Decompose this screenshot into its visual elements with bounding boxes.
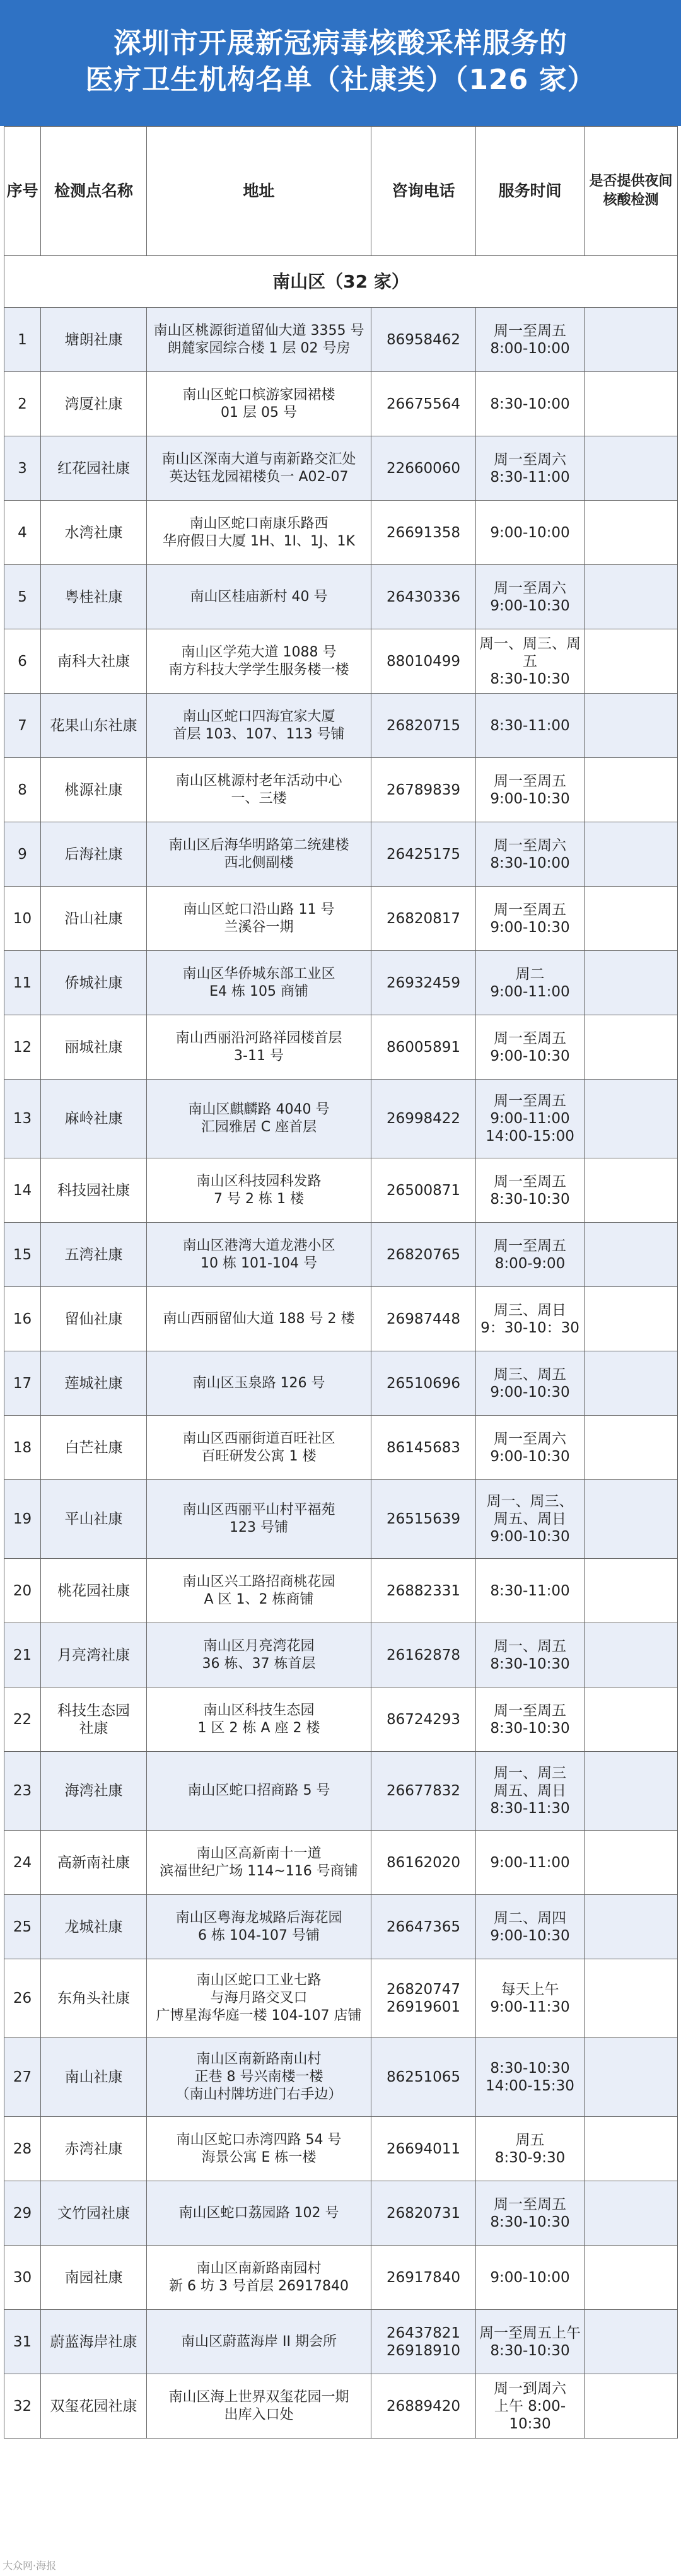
address-cell: 南山西丽沿河路祥园楼首层 3-11 号	[147, 1015, 371, 1080]
night-test-cell	[585, 951, 678, 1015]
row-number-cell: 16	[4, 1287, 41, 1351]
phone-cell: 26889420	[371, 2374, 476, 2439]
phone-cell: 86724293	[371, 1687, 476, 1752]
phone-cell: 26882331	[371, 1559, 476, 1623]
table-row	[4, 629, 678, 694]
row-number-cell: 23	[4, 1752, 41, 1831]
night-test-cell	[585, 694, 678, 758]
table-row	[4, 308, 678, 372]
table-row	[4, 1287, 678, 1351]
phone-cell: 26675564	[371, 372, 476, 436]
address-cell: 南山区蛇口赤湾四路 54 号 海景公寓 E 栋一楼	[147, 2117, 371, 2181]
table-row	[4, 372, 678, 436]
phone-cell: 26647365	[371, 1895, 476, 1959]
phone-cell: 86251065	[371, 2038, 476, 2117]
table-row	[4, 1223, 678, 1287]
night-test-cell	[585, 2246, 678, 2310]
address-cell: 南山区玉泉路 126 号	[147, 1351, 371, 1416]
site-name-cell: 麻岭社康	[41, 1080, 147, 1158]
row-number-cell: 26	[4, 1959, 41, 2038]
phone-cell: 26691358	[371, 501, 476, 565]
phone-cell: 26932459	[371, 951, 476, 1015]
service-time-cell: 周一至周五 9:00-10:30	[476, 1015, 585, 1080]
header-name: 检测点名称	[41, 127, 147, 256]
site-name-cell: 桃花园社康	[41, 1559, 147, 1623]
night-test-cell	[585, 758, 678, 822]
service-time-cell: 周一到周六 上午 8:00-10:30	[476, 2374, 585, 2439]
table-row	[4, 951, 678, 1015]
service-time-cell: 8:30-10:30 14:00-15:30	[476, 2038, 585, 2117]
site-name-cell: 水湾社康	[41, 501, 147, 565]
service-time-cell: 周一至周六 9:00-10:30	[476, 565, 585, 629]
night-test-cell	[585, 2374, 678, 2439]
service-time-cell: 周一、周三 周五、周日 8:30-11:30	[476, 1752, 585, 1831]
site-name-cell: 丽城社康	[41, 1015, 147, 1080]
table-row	[4, 1015, 678, 1080]
address-cell: 南山区华侨城东部工业区 E4 栋 105 商铺	[147, 951, 371, 1015]
row-number-cell: 7	[4, 694, 41, 758]
table-row	[4, 2310, 678, 2374]
service-time-cell: 周一至周五 9:00-11:00 14:00-15:00	[476, 1080, 585, 1158]
service-time-cell: 9:00-11:00	[476, 1831, 585, 1895]
phone-cell: 26510696	[371, 1351, 476, 1416]
site-name-cell: 花果山东社康	[41, 694, 147, 758]
row-number-cell: 17	[4, 1351, 41, 1416]
address-cell: 南山区南新路南山村 正巷 8 号兴南楼一楼 （南山村牌坊进门右手边）	[147, 2038, 371, 2117]
service-time-cell: 8:30-11:00	[476, 694, 585, 758]
service-time-cell: 周二、周四 9:00-10:30	[476, 1895, 585, 1959]
site-name-cell: 沿山社康	[41, 887, 147, 951]
site-name-cell: 平山社康	[41, 1480, 147, 1559]
table-body	[4, 256, 678, 2439]
row-number-cell: 28	[4, 2117, 41, 2181]
phone-cell: 26515639	[371, 1480, 476, 1559]
header-phone: 咨询电话	[371, 127, 476, 256]
service-time-cell: 周二 9:00-11:00	[476, 951, 585, 1015]
night-test-cell	[585, 2117, 678, 2181]
header-row	[4, 127, 678, 256]
address-cell: 南山区桃源街道留仙大道 3355 号 朗麓家园综合楼 1 层 02 号房	[147, 308, 371, 372]
row-number-cell: 1	[4, 308, 41, 372]
site-name-cell: 文竹园社康	[41, 2181, 147, 2246]
address-cell: 南山区蛇口招商路 5 号	[147, 1752, 371, 1831]
service-time-cell: 周一至周五 8:30-10:30	[476, 1687, 585, 1752]
night-test-cell	[585, 1351, 678, 1416]
table-row	[4, 1623, 678, 1687]
row-number-cell: 21	[4, 1623, 41, 1687]
service-time-cell: 周一、周五 8:30-10:30	[476, 1623, 585, 1687]
table-row	[4, 758, 678, 822]
phone-cell: 26820765	[371, 1223, 476, 1287]
phone-cell: 26162878	[371, 1623, 476, 1687]
table-row	[4, 1351, 678, 1416]
night-test-cell	[585, 1158, 678, 1223]
service-time-cell: 周一至周五 9:00-10:30	[476, 887, 585, 951]
site-name-cell: 红花园社康	[41, 436, 147, 501]
row-number-cell: 4	[4, 501, 41, 565]
phone-cell: 26917840	[371, 2246, 476, 2310]
site-name-cell: 留仙社康	[41, 1287, 147, 1351]
table-row	[4, 694, 678, 758]
night-test-cell	[585, 372, 678, 436]
service-time-cell: 周一至周五上午 8:30-10:30	[476, 2310, 585, 2374]
row-number-cell: 6	[4, 629, 41, 694]
row-number-cell: 10	[4, 887, 41, 951]
address-cell: 南山区深南大道与南新路交汇处 英达钰龙园裙楼负一 A02-07	[147, 436, 371, 501]
service-time-cell: 周一至周六 9:00-10:30	[476, 1416, 585, 1480]
row-number-cell: 3	[4, 436, 41, 501]
district-label: 南山区（32 家）	[4, 256, 678, 308]
table-row	[4, 887, 678, 951]
row-number-cell: 12	[4, 1015, 41, 1080]
row-number-cell: 22	[4, 1687, 41, 1752]
night-test-cell	[585, 308, 678, 372]
site-name-cell: 后海社康	[41, 822, 147, 887]
site-name-cell: 桃源社康	[41, 758, 147, 822]
address-cell: 南山西丽留仙大道 188 号 2 楼	[147, 1287, 371, 1351]
table-row	[4, 436, 678, 501]
address-cell: 南山区蛇口槟游家园裙楼 01 层 05 号	[147, 372, 371, 436]
night-test-cell	[585, 501, 678, 565]
address-cell: 南山区蛇口荔园路 102 号	[147, 2181, 371, 2246]
phone-cell: 22660060	[371, 436, 476, 501]
row-number-cell: 8	[4, 758, 41, 822]
site-name-cell: 东角头社康	[41, 1959, 147, 2038]
site-name-cell: 粤桂社康	[41, 565, 147, 629]
row-number-cell: 14	[4, 1158, 41, 1223]
site-name-cell: 科技生态园 社康	[41, 1687, 147, 1752]
service-time-cell: 9:00-10:00	[476, 501, 585, 565]
row-number-cell: 30	[4, 2246, 41, 2310]
header-no: 序号	[4, 127, 41, 256]
row-number-cell: 20	[4, 1559, 41, 1623]
table-row	[4, 565, 678, 629]
site-name-cell: 科技园社康	[41, 1158, 147, 1223]
row-number-cell: 27	[4, 2038, 41, 2117]
table-row	[4, 2374, 678, 2439]
site-name-cell: 高新南社康	[41, 1831, 147, 1895]
phone-cell: 86145683	[371, 1416, 476, 1480]
row-number-cell: 2	[4, 372, 41, 436]
night-test-cell	[585, 1223, 678, 1287]
site-name-cell: 南山社康	[41, 2038, 147, 2117]
service-time-cell: 周三、周五 9:00-10:30	[476, 1351, 585, 1416]
phone-cell: 26998422	[371, 1080, 476, 1158]
site-name-cell: 蔚蓝海岸社康	[41, 2310, 147, 2374]
site-name-cell: 塘朗社康	[41, 308, 147, 372]
night-test-cell	[585, 887, 678, 951]
address-cell: 南山区港湾大道龙港小区 10 栋 101-104 号	[147, 1223, 371, 1287]
table-row	[4, 1959, 678, 2038]
phone-cell: 86005891	[371, 1015, 476, 1080]
site-name-cell: 南园社康	[41, 2246, 147, 2310]
service-time-cell: 周一至周五 8:00-9:00	[476, 1223, 585, 1287]
service-time-cell: 周一至周五 8:30-10:30	[476, 2181, 585, 2246]
table-row	[4, 1080, 678, 1158]
district-row	[4, 256, 678, 308]
table-row	[4, 1831, 678, 1895]
phone-cell: 88010499	[371, 629, 476, 694]
table-row	[4, 822, 678, 887]
phone-cell: 86162020	[371, 1831, 476, 1895]
row-number-cell: 25	[4, 1895, 41, 1959]
night-test-cell	[585, 822, 678, 887]
service-time-cell: 周一至周六 8:30-11:00	[476, 436, 585, 501]
phone-cell: 26820715	[371, 694, 476, 758]
table-row	[4, 1158, 678, 1223]
header-address: 地址	[147, 127, 371, 256]
phone-cell: 26789839	[371, 758, 476, 822]
phone-cell: 26820747 26919601	[371, 1959, 476, 2038]
night-test-cell	[585, 1752, 678, 1831]
site-name-cell: 赤湾社康	[41, 2117, 147, 2181]
address-cell: 南山区科技园科发路 7 号 2 栋 1 楼	[147, 1158, 371, 1223]
service-time-cell: 周一至周五 9:00-10:30	[476, 758, 585, 822]
header-night-test: 是否提供夜间核酸检测	[585, 127, 678, 256]
service-time-cell: 周五 8:30-9:30	[476, 2117, 585, 2181]
watermark: 大众网·海报	[3, 2560, 57, 2572]
night-test-cell	[585, 1015, 678, 1080]
row-number-cell: 5	[4, 565, 41, 629]
phone-cell: 26425175	[371, 822, 476, 887]
address-cell: 南山区蔚蓝海岸 II 期会所	[147, 2310, 371, 2374]
night-test-cell	[585, 565, 678, 629]
row-number-cell: 11	[4, 951, 41, 1015]
service-time-cell: 每天上午 9:00-11:30	[476, 1959, 585, 2038]
night-test-cell	[585, 1559, 678, 1623]
table-row	[4, 1416, 678, 1480]
address-cell: 南山区桂庙新村 40 号	[147, 565, 371, 629]
service-time-cell: 周一至周五 8:30-10:30	[476, 1158, 585, 1223]
site-name-cell: 南科大社康	[41, 629, 147, 694]
site-name-cell: 龙城社康	[41, 1895, 147, 1959]
phone-cell: 26500871	[371, 1158, 476, 1223]
phone-cell: 26820731	[371, 2181, 476, 2246]
address-cell: 南山区蛇口沿山路 11 号 兰溪谷一期	[147, 887, 371, 951]
site-name-cell: 莲城社康	[41, 1351, 147, 1416]
phone-cell: 26430336	[371, 565, 476, 629]
service-time-cell: 周一、周三、 周五、周日 9:00-10:30	[476, 1480, 585, 1559]
address-cell: 南山区高新南十一道 滨福世纪广场 114~116 号商铺	[147, 1831, 371, 1895]
night-test-cell	[585, 1080, 678, 1158]
table-row	[4, 1895, 678, 1959]
night-test-cell	[585, 1895, 678, 1959]
table-row	[4, 501, 678, 565]
address-cell: 南山区学苑大道 1088 号 南方科技大学学生服务楼一楼	[147, 629, 371, 694]
row-number-cell: 29	[4, 2181, 41, 2246]
service-time-cell: 8:30-11:00	[476, 1559, 585, 1623]
address-cell: 南山区后海华明路第二统建楼 西北侧副楼	[147, 822, 371, 887]
service-time-cell: 8:30-10:00	[476, 372, 585, 436]
night-test-cell	[585, 1416, 678, 1480]
site-name-cell: 双玺花园社康	[41, 2374, 147, 2439]
table-row	[4, 2038, 678, 2117]
phone-cell: 26677832	[371, 1752, 476, 1831]
table-row	[4, 1480, 678, 1559]
table-row	[4, 2117, 678, 2181]
address-cell: 南山区科技生态园 1 区 2 栋 A 座 2 楼	[147, 1687, 371, 1752]
address-cell: 南山区桃源村老年活动中心 一、三楼	[147, 758, 371, 822]
title-line-1: 深圳市开展新冠病毒核酸采样服务的	[114, 27, 568, 59]
table-row	[4, 2246, 678, 2310]
night-test-cell	[585, 629, 678, 694]
title-line-2: 医疗卫生机构名单（社康类）（126 家）	[85, 64, 596, 96]
service-time-cell: 周一至周五 8:00-10:00	[476, 308, 585, 372]
service-time-cell: 周一、周三、周五 8:30-10:30	[476, 629, 585, 694]
service-time-cell: 周三、周日 9：30-10：30	[476, 1287, 585, 1351]
address-cell: 南山区蛇口工业七路 与海月路交叉口 广博星海华庭一楼 104-107 店铺	[147, 1959, 371, 2038]
table-row	[4, 2181, 678, 2246]
phone-cell: 26987448	[371, 1287, 476, 1351]
night-test-cell	[585, 1831, 678, 1895]
site-name-cell: 月亮湾社康	[41, 1623, 147, 1687]
title-banner	[0, 0, 681, 126]
table-row	[4, 1559, 678, 1623]
institution-table	[4, 126, 678, 2439]
address-cell: 南山区麒麟路 4040 号 汇园雅居 C 座首层	[147, 1080, 371, 1158]
service-time-cell: 9:00-10:00	[476, 2246, 585, 2310]
address-cell: 南山区南新路南园村 新 6 坊 3 号首层 26917840	[147, 2246, 371, 2310]
address-cell: 南山区月亮湾花园 36 栋、37 栋首层	[147, 1623, 371, 1687]
night-test-cell	[585, 1480, 678, 1559]
address-cell: 南山区蛇口南康乐路西 华府假日大厦 1H、1I、1J、1K	[147, 501, 371, 565]
row-number-cell: 13	[4, 1080, 41, 1158]
header-service-time: 服务时间	[476, 127, 585, 256]
row-number-cell: 9	[4, 822, 41, 887]
phone-cell: 26820817	[371, 887, 476, 951]
address-cell: 南山区粤海龙城路后海花园 6 栋 104-107 号铺	[147, 1895, 371, 1959]
row-number-cell: 32	[4, 2374, 41, 2439]
address-cell: 南山区西丽街道百旺社区 百旺研发公寓 1 楼	[147, 1416, 371, 1480]
row-number-cell: 24	[4, 1831, 41, 1895]
service-time-cell: 周一至周六 8:30-10:00	[476, 822, 585, 887]
night-test-cell	[585, 436, 678, 501]
night-test-cell	[585, 1287, 678, 1351]
night-test-cell	[585, 2038, 678, 2117]
night-test-cell	[585, 2181, 678, 2246]
site-name-cell: 侨城社康	[41, 951, 147, 1015]
site-name-cell: 海湾社康	[41, 1752, 147, 1831]
phone-cell: 26437821 26918910	[371, 2310, 476, 2374]
site-name-cell: 五湾社康	[41, 1223, 147, 1287]
night-test-cell	[585, 1623, 678, 1687]
table-row	[4, 1752, 678, 1831]
row-number-cell: 19	[4, 1480, 41, 1559]
night-test-cell	[585, 2310, 678, 2374]
phone-cell: 86958462	[371, 308, 476, 372]
address-cell: 南山区蛇口四海宜家大厦 首层 103、107、113 号铺	[147, 694, 371, 758]
site-name-cell: 湾厦社康	[41, 372, 147, 436]
night-test-cell	[585, 1687, 678, 1752]
row-number-cell: 31	[4, 2310, 41, 2374]
phone-cell: 26694011	[371, 2117, 476, 2181]
site-name-cell: 白芒社康	[41, 1416, 147, 1480]
address-cell: 南山区兴工路招商桃花园 A 区 1、2 栋商铺	[147, 1559, 371, 1623]
table-row	[4, 1687, 678, 1752]
address-cell: 南山区西丽平山村平福苑 123 号铺	[147, 1480, 371, 1559]
night-test-cell	[585, 1959, 678, 2038]
address-cell: 南山区海上世界双玺花园一期 出库入口处	[147, 2374, 371, 2439]
row-number-cell: 18	[4, 1416, 41, 1480]
row-number-cell: 15	[4, 1223, 41, 1287]
